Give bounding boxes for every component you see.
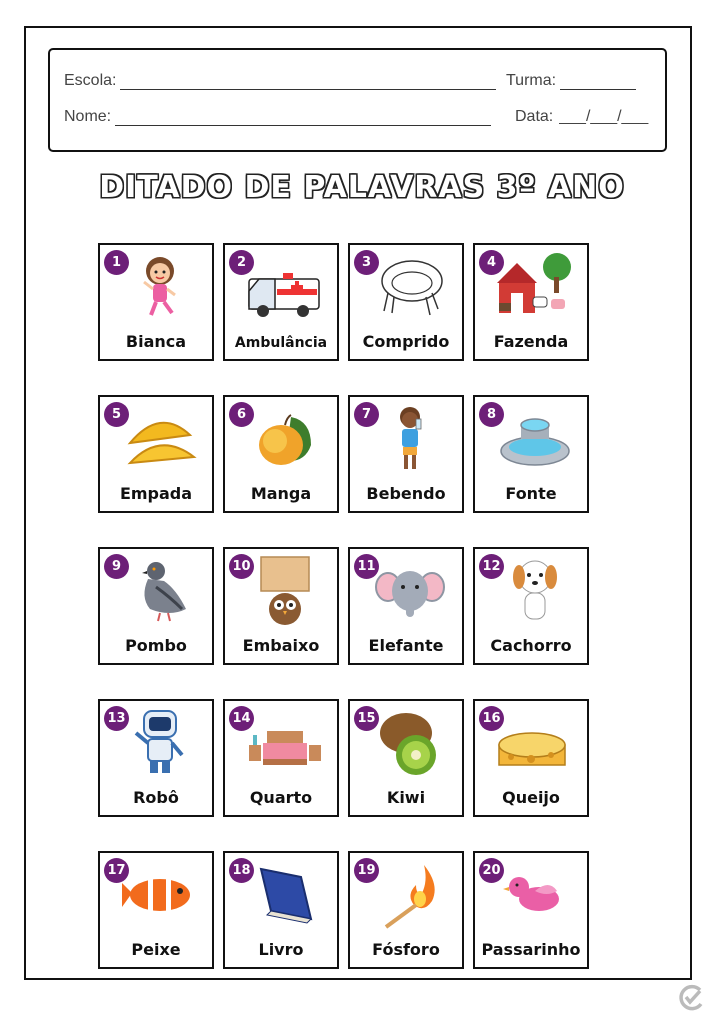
- farm-icon: [495, 249, 575, 325]
- card-number-badge: 18: [229, 858, 254, 883]
- student-info-box: [48, 48, 667, 152]
- word-card-18: [223, 851, 339, 969]
- card-number-badge: 15: [354, 706, 379, 731]
- card-word: Passarinho: [481, 940, 581, 959]
- card-number-badge: 6: [229, 402, 254, 427]
- robot-icon: [120, 705, 200, 781]
- pigeon-icon: [120, 553, 200, 629]
- brand-logo-icon: [676, 982, 706, 1012]
- card-word: Quarto: [249, 788, 313, 807]
- card-number-badge: 1: [104, 250, 129, 275]
- data-label: Data:: [515, 108, 554, 125]
- boy-drinking-icon: [370, 401, 450, 477]
- fountain-icon: [495, 401, 575, 477]
- data-field[interactable]: [515, 108, 648, 126]
- card-word: Peixe: [131, 940, 181, 959]
- card-number-badge: 14: [229, 706, 254, 731]
- word-card-4: [473, 243, 589, 361]
- card-number-badge: 20: [479, 858, 504, 883]
- word-card-16: [473, 699, 589, 817]
- word-card-8: [473, 395, 589, 513]
- card-word: Ambulância: [234, 335, 328, 351]
- escola-field[interactable]: [64, 72, 496, 90]
- word-card-6: [223, 395, 339, 513]
- turma-field[interactable]: [506, 72, 636, 90]
- card-number-badge: 16: [479, 706, 504, 731]
- ambulance-icon: [245, 249, 325, 325]
- card-word: Bebendo: [366, 484, 446, 503]
- cheese-icon: [495, 705, 575, 781]
- card-number-badge: 2: [229, 250, 254, 275]
- card-number-badge: 4: [479, 250, 504, 275]
- word-card-15: [348, 699, 464, 817]
- match-icon: [370, 857, 450, 933]
- word-card-12: [473, 547, 589, 665]
- page-title: DITADO DE PALAVRAS 3º ANO: [99, 170, 625, 205]
- card-number-badge: 13: [104, 706, 129, 731]
- word-card-10: [223, 547, 339, 665]
- turma-label: Turma:: [506, 72, 557, 89]
- card-word: Livro: [258, 940, 304, 959]
- nome-line[interactable]: [115, 109, 491, 126]
- card-word: Robô: [133, 788, 179, 807]
- bedroom-icon: [245, 705, 325, 781]
- word-card-13: [98, 699, 214, 817]
- card-word: Fonte: [505, 484, 557, 503]
- card-number-badge: 8: [479, 402, 504, 427]
- elephant-icon: [370, 553, 450, 629]
- word-card-7: [348, 395, 464, 513]
- nome-field[interactable]: [64, 108, 491, 126]
- card-word: Elefante: [368, 636, 444, 655]
- dog-icon: [495, 553, 575, 629]
- card-number-badge: 12: [479, 554, 504, 579]
- pastry-icon: [120, 401, 200, 477]
- turma-line[interactable]: [560, 73, 636, 90]
- card-number-badge: 9: [104, 554, 129, 579]
- card-number-badge: 10: [229, 554, 254, 579]
- escola-line[interactable]: [120, 73, 496, 90]
- word-card-3: [348, 243, 464, 361]
- word-card-2: [223, 243, 339, 361]
- card-number-badge: 11: [354, 554, 379, 579]
- word-card-9: [98, 547, 214, 665]
- word-card-14: [223, 699, 339, 817]
- card-word: Empada: [119, 484, 193, 503]
- fish-icon: [120, 857, 200, 933]
- word-card-5: [98, 395, 214, 513]
- data-blank: ___/___/___: [559, 108, 649, 125]
- word-card-11: [348, 547, 464, 665]
- card-number-badge: 7: [354, 402, 379, 427]
- card-number-badge: 17: [104, 858, 129, 883]
- card-word: Manga: [250, 484, 312, 503]
- card-word: Cachorro: [490, 636, 572, 655]
- escola-label: Escola:: [64, 72, 117, 89]
- card-number-badge: 3: [354, 250, 379, 275]
- card-word: Bianca: [125, 332, 187, 351]
- card-word: Comprido: [362, 332, 450, 351]
- card-word: Embaixo: [242, 636, 320, 655]
- owl-under-box-icon: [245, 553, 325, 629]
- nome-label: Nome:: [64, 108, 112, 125]
- word-card-1: [98, 243, 214, 361]
- girl-icon: [120, 249, 200, 325]
- card-word: Queijo: [502, 788, 560, 807]
- mango-icon: [245, 401, 325, 477]
- card-word: Fósforo: [372, 940, 440, 959]
- card-word: Fazenda: [493, 332, 569, 351]
- word-card-19: [348, 851, 464, 969]
- card-number-badge: 19: [354, 858, 379, 883]
- word-card-20: [473, 851, 589, 969]
- kiwi-icon: [370, 705, 450, 781]
- card-word: Kiwi: [386, 788, 426, 807]
- word-card-17: [98, 851, 214, 969]
- card-word: Pombo: [125, 636, 187, 655]
- bird-icon: [495, 857, 575, 933]
- book-icon: [245, 857, 325, 933]
- long-dog-icon: [370, 249, 450, 325]
- card-number-badge: 5: [104, 402, 129, 427]
